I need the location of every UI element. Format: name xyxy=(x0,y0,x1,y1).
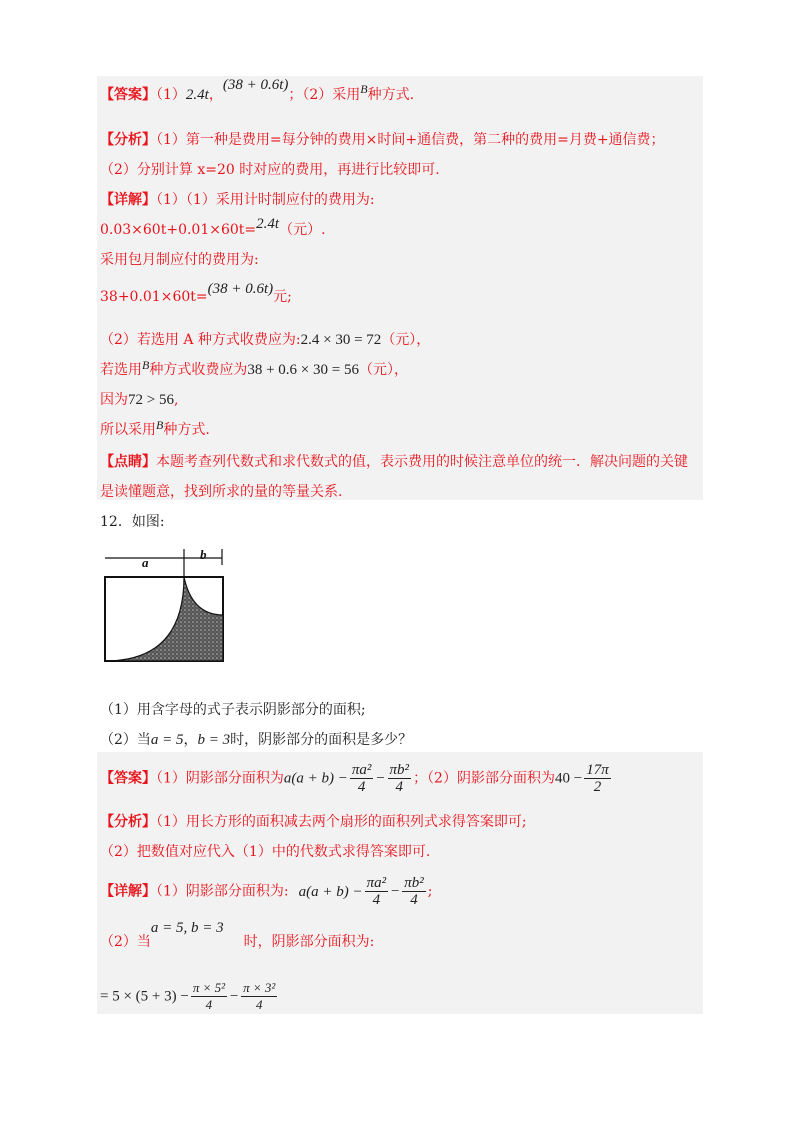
detail-line-5: （2）若选用 A 种方式收费应为:2.4 × 30 = 72（元）， xyxy=(100,332,431,348)
detail-line-2: 0.03×60t+0.01×60t=2.4t（元）. xyxy=(100,216,326,238)
detail-line-6: 若选用B种方式收费应为38 + 0.6 × 30 = 56（元）， xyxy=(100,358,408,378)
label-b: b xyxy=(200,547,207,562)
analysis-line-12-2: （2）把数值对应代入（1）中的代数式求得答案即可. xyxy=(100,844,431,860)
comment-line-1: 【点睛】本题考查列代数式和求代数式的值，表示费用的时候注意单位的统一．解决问题的关键 xyxy=(100,454,688,470)
question-title: 12．如图: xyxy=(100,514,165,530)
answer-line-12: 【答案】（1）阴影部分面积为a(a + b) − $\frac{\text{πa²}}{4}$ − $\frac{\text{πb²}}{4}$ ；（2）阴影部分面积为40 − $\frac{17\pi}{2}$ xyxy=(100,762,609,795)
analysis-line-12-1: 【分析】（1）用长方形的面积减去两个扇形的面积列式求得答案即可; xyxy=(100,814,527,830)
shaded-area-figure xyxy=(100,545,240,667)
analysis-line-1: 【分析】（1）第一种是费用=每分钟的费用×时间+通信费，第二种的费用=月费+通信费； xyxy=(100,132,665,148)
question-part-2: （2）当a = 5，b = 3时，阴影部分的面积是多少？ xyxy=(100,732,413,748)
question-part-1: （1）用含字母的式子表示阴影部分的面积; xyxy=(100,702,366,718)
detail-line-7: 因为72 > 56, xyxy=(100,392,179,408)
detail-line-12-2: （2）当a = 5, b = 3时，阴影部分面积为: xyxy=(100,920,375,950)
detail-line-12-1: 【详解】（1）阴影部分面积为: a(a + b) − $\frac{\text{πa²}}{4}$ − $\frac{\text{πb²}}{4}$ ; xyxy=(100,875,433,908)
detail-line-4: 38+0.01×60t=(38 + 0.6t)元; xyxy=(100,281,292,305)
comment-line-2: 是读懂题意，找到所求的量的等量关系. xyxy=(100,484,343,500)
detail-line-3: 采用包月制应付的费用为: xyxy=(100,252,259,268)
shaded-region xyxy=(105,577,223,661)
detail-line-12-3: = 5 × (5 + 3) − $\frac{\text{π × 5²}}{4}$ − $\frac{\text{π × 3²}}{4}$ xyxy=(100,980,276,1012)
answer-line: 【答案】（1）2.4t，(38 + 0.6t)；（2）采用B种方式. xyxy=(100,77,415,103)
detail-line-8: 所以采用B种方式. xyxy=(100,418,210,438)
detail-line-1: 【详解】（1）（1）采用计时制应付的费用为: xyxy=(100,192,375,208)
label-a: a xyxy=(142,555,149,570)
analysis-line-2: （2）分别计算 x=20 时对应的费用，再进行比较即可. xyxy=(100,162,440,178)
